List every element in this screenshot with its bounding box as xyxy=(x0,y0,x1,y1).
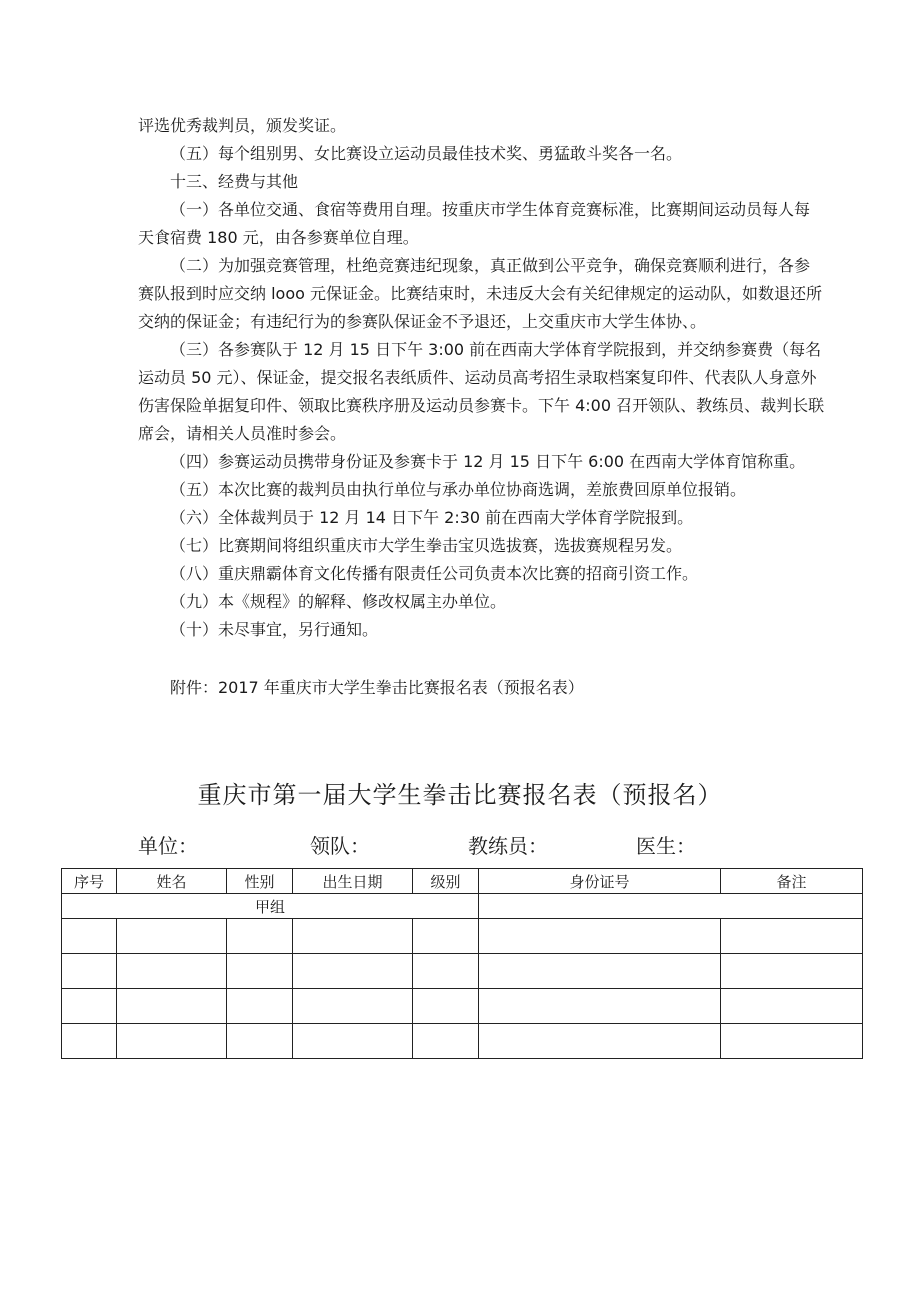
table-cell[interactable] xyxy=(721,919,863,954)
paragraph-line: （五）每个组别男、女比赛设立运动员最佳技术奖、勇猛敢斗奖各一名。 xyxy=(170,144,683,163)
paragraph-line: （三）各参赛队于 12 月 15 日下午 3:00 前在西南大学体育学院报到，并交纳参赛费（每名 xyxy=(170,340,822,359)
table-cell[interactable] xyxy=(413,989,479,1024)
table-cell[interactable] xyxy=(293,989,413,1024)
paragraph-line: 评选优秀裁判员，颁发奖证。 xyxy=(138,116,347,135)
table-cell[interactable] xyxy=(479,954,721,989)
paragraph-line: 伤害保险单据复印件、领取比赛秩序册及运动员参赛卡。下午 4:00 召开领队、教练员、裁判长联 xyxy=(138,396,825,415)
header-cell: 身份证号 xyxy=(479,869,721,894)
paragraph-line: （一）各单位交通、食宿等费用自理。按重庆市学生体育竞赛标准，比赛期间运动员每人每 xyxy=(170,200,811,219)
group-label: 甲组 xyxy=(62,894,479,919)
table-cell[interactable] xyxy=(721,1024,863,1059)
paragraph-line: （九）本《规程》的解释、修改权属主办单位。 xyxy=(170,592,507,611)
paragraph-line: 赛队报到时应交纳 looo 元保证金。比赛结束时，未违反大会有关纪律规定的运动队，如数退还所 xyxy=(138,284,822,303)
paragraph-line: 席会，请相关人员准时参会。 xyxy=(138,424,347,443)
header-cell: 出生日期 xyxy=(293,869,413,894)
table-header-row xyxy=(62,869,863,894)
table-row xyxy=(62,919,863,954)
table-cell[interactable] xyxy=(117,1024,227,1059)
group-row xyxy=(62,894,863,919)
table-cell[interactable] xyxy=(721,954,863,989)
doctor-label: 医生： xyxy=(636,834,696,858)
section-heading: 十三、经费与其他 xyxy=(170,172,299,191)
table-cell[interactable] xyxy=(293,1024,413,1059)
paragraph-line: 运动员 50 元）、保证金，提交报名表纸质件、运动员高考招生录取档案复印件、代表队人身意外 xyxy=(138,368,817,387)
paragraph-line: （八）重庆鼎霸体育文化传播有限责任公司负责本次比赛的招商引资工作。 xyxy=(170,564,699,583)
leader-label: 领队： xyxy=(310,834,370,858)
header-cell: 级别 xyxy=(413,869,479,894)
table-cell[interactable] xyxy=(62,919,117,954)
table-cell[interactable] xyxy=(413,919,479,954)
table-cell[interactable] xyxy=(62,989,117,1024)
table-cell[interactable] xyxy=(117,954,227,989)
table-cell[interactable] xyxy=(721,989,863,1024)
table-row xyxy=(62,989,863,1024)
table-cell[interactable] xyxy=(479,919,721,954)
registration-table xyxy=(61,868,863,1059)
table-cell[interactable] xyxy=(227,1024,293,1059)
table-cell[interactable] xyxy=(62,1024,117,1059)
header-cell: 序号 xyxy=(62,869,117,894)
header-cell: 姓名 xyxy=(117,869,227,894)
paragraph-line: （五）本次比赛的裁判员由执行单位与承办单位协商选调，差旅费回原单位报销。 xyxy=(170,480,747,499)
table-cell[interactable] xyxy=(293,954,413,989)
attachment-note: 附件：2017 年重庆市大学生拳击比赛报名表（预报名表） xyxy=(170,678,584,697)
table-cell[interactable] xyxy=(227,954,293,989)
table-cell xyxy=(479,894,863,919)
paragraph-line: 交纳的保证金；有违纪行为的参赛队保证金不予退还，上交重庆市大学生体协、。 xyxy=(138,312,707,331)
table-cell[interactable] xyxy=(117,919,227,954)
paragraph-line: （四）参赛运动员携带身份证及参赛卡于 12 月 15 日下午 6:00 在西南大学体育馆称重。 xyxy=(170,452,806,471)
paragraph-line: （六）全体裁判员于 12 月 14 日下午 2:30 前在西南大学体育学院报到。 xyxy=(170,508,694,527)
table-cell[interactable] xyxy=(479,1024,721,1059)
table-cell[interactable] xyxy=(413,954,479,989)
table-cell[interactable] xyxy=(479,989,721,1024)
paragraph-line: （二）为加强竞赛管理，杜绝竞赛违纪现象，真正做到公平竞争，确保竞赛顺利进行，各参 xyxy=(170,256,811,275)
paragraph-line: （十）未尽事宜，另行通知。 xyxy=(170,620,379,639)
table-row xyxy=(62,954,863,989)
header-cell: 备注 xyxy=(721,869,863,894)
table-cell[interactable] xyxy=(62,954,117,989)
table-cell[interactable] xyxy=(117,989,227,1024)
form-title: 重庆市第一届大学生拳击比赛报名表（预报名） xyxy=(197,781,723,809)
coach-label: 教练员： xyxy=(468,834,548,858)
table-row xyxy=(62,1024,863,1059)
paragraph-line: 天食宿费 180 元，由各参赛单位自理。 xyxy=(138,228,419,247)
header-cell: 性别 xyxy=(227,869,293,894)
table-cell[interactable] xyxy=(227,989,293,1024)
table-cell[interactable] xyxy=(227,919,293,954)
table-cell[interactable] xyxy=(413,1024,479,1059)
table-cell[interactable] xyxy=(293,919,413,954)
unit-label: 单位： xyxy=(138,834,198,858)
paragraph-line: （七）比赛期间将组织重庆市大学生拳击宝贝选拔赛，选拔赛规程另发。 xyxy=(170,536,683,555)
